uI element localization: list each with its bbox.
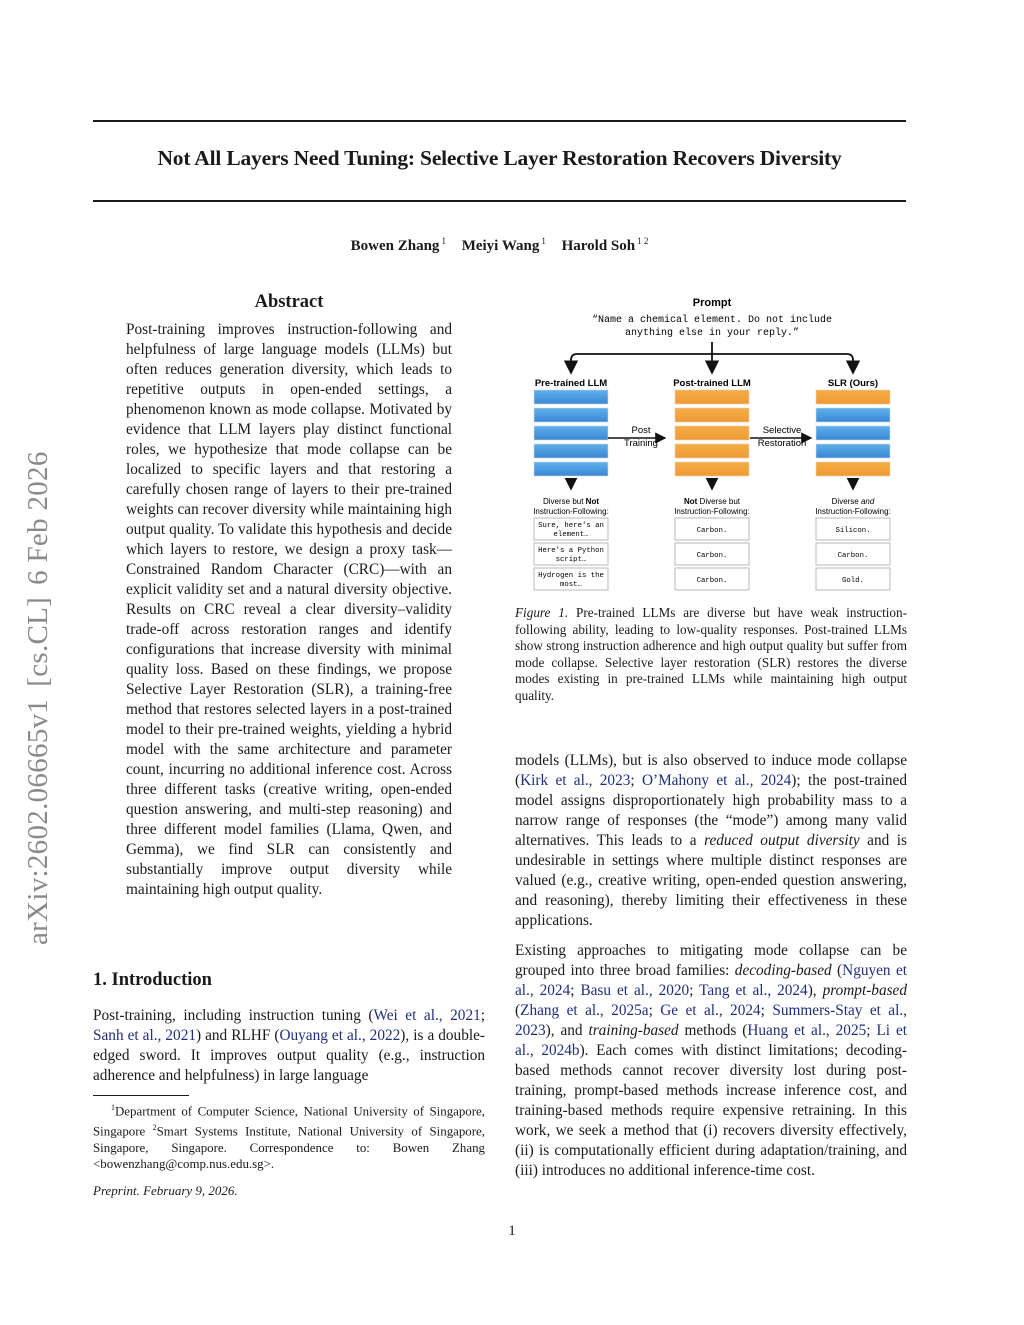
pretrained-layer — [816, 408, 890, 422]
citation-link[interactable]: O’Mahony et al., 2024 — [641, 772, 792, 789]
pretrained-layer — [816, 426, 890, 440]
model-label: SLR (Ours) — [827, 378, 879, 389]
model-verdict: Instruction-Following: — [533, 507, 609, 516]
response-text: element… — [553, 531, 589, 539]
abstract-text: Post-training improves instruction-following and helpfulness of large language models (LLMs) but often reduces generation diversity, which leads to repetitive outputs in open-ended settings, a phenomenon known as mode collapse. Motivated by evidence that LLM layers play distinct functional roles, we hypothesize that mode collapse can be localized to specific layers and that restoring a carefully chosen range of layers to their pre-trained weights can recover diversity while maintaining high output quality. To validate this hypothesis and decide which layers to restore, we design a proxy task—Constrained Random Character (CRC)—with an explicit validity set and a natural diversity objective. Results on CRC reveal a clear diversity–validity trade-off across restoration ranges and identify configurations that increase diversity with minimal quality loss. Based on these findings, we propose Selective Layer Restoration (SLR), a training-free method that restores selected layers in a post-trained model to their pre-trained weights, yielding a hybrid model with the same architecture and parameter count, incurring no additional inference cost. Across three different tasks (creative writing, open-ended question answering, and multi-step reasoning) and three different model families (Llama, Qwen, and Gemma), we find SLR can consistently and substantially improve output diversity while maintaining high output quality. — [126, 321, 452, 898]
citation-link[interactable]: Huang et al., 2025 — [747, 1022, 867, 1039]
intro-paragraph: Post-training, including instruction tuning (Wei et al., 2021; Sanh et al., 2021) and RLHF (Ouyang et al., 2022), is a double-edged sword. It improves output quality (e.g., instruction adherence and helpfulness) in large language — [93, 1007, 485, 1084]
citation-link[interactable]: Basu et al., 2020 — [580, 982, 690, 999]
posttrained-layer — [675, 408, 749, 422]
response-text: Carbon. — [696, 552, 728, 560]
title-bottom-rule — [93, 200, 906, 202]
model-verdict: Diverse but Not — [542, 497, 600, 506]
author-list — [93, 236, 906, 255]
footnote-rule — [93, 1095, 189, 1096]
prompt-label: Prompt — [692, 297, 732, 309]
posttrained-layer — [675, 390, 749, 404]
arrow-label: Restoration — [757, 438, 807, 449]
posttrained-layer — [816, 462, 890, 476]
model-verdict: Instruction-Following: — [674, 507, 750, 516]
preprint-note: Preprint. February 9, 2026. — [93, 1183, 238, 1198]
page-number: 1 — [508, 1223, 516, 1239]
author: Meiyi Wang $^1$ — [461, 236, 546, 254]
model-column — [533, 378, 609, 590]
response-text: most… — [560, 581, 582, 589]
prompt-text-line2: anything else in your reply.” — [624, 328, 800, 339]
model-verdict: Instruction-Following: — [815, 507, 891, 516]
pretrained-layer — [534, 462, 608, 476]
posttrained-layer — [675, 426, 749, 440]
figure-1-caption: Figure 1. Pre-trained LLMs are diverse but have weak instruction-following ability, leading to low-quality responses. Post-trained LLMs show strong instruction adherence and high output quality but suffer from mode collapse. Selective layer restoration (SLR) restores the diverse modes existing in pre-trained LLMs while maintaining high output quality. — [515, 605, 907, 703]
figure-1-diagram — [515, 290, 907, 600]
posttrained-layer — [675, 444, 749, 458]
arrow-label: Selective — [762, 425, 802, 436]
citation-link[interactable]: Sanh et al., 2021 — [93, 1027, 196, 1044]
prompt-text-line1: “Name a chemical element. Do not include — [591, 315, 833, 326]
figure-1 — [515, 290, 907, 600]
model-column — [673, 378, 751, 590]
response-text: Carbon. — [696, 527, 728, 535]
model-column — [815, 378, 891, 590]
title-top-rule — [93, 120, 906, 122]
response-text: Sure, here's an — [538, 522, 604, 530]
intro-paragraph: Existing approaches to mitigating mode collapse can be grouped into three broad families: decoding-based (Nguyen et al., 2024; Basu et al., 2020; Tang et al., 2024), prompt-based (Zhang et al., 2025a; Ge et al., 2024; Summers-Stay et al., 2023), and training-based methods (Huang et al., 2025; Li et al., 2024b). Each comes with distinct limitations; decoding-based methods cannot recover diversity lost during post-training, prompt-based methods increase inference cost, and training-based methods require expensive retraining. In this work, we seek a method that (i) recovers diversity effectively, (ii) is computationally efficient during adaptation/training, and (iii) introduces no additional inference-time cost. — [515, 942, 907, 1179]
model-label: Pre-trained LLM — [534, 378, 608, 389]
abstract-heading: Abstract — [254, 292, 324, 312]
arxiv-category: [cs.CL] — [22, 596, 54, 687]
arrow-label: Post — [631, 425, 651, 436]
section-heading-introduction: 1. Introduction — [93, 970, 212, 990]
posttrained-layer — [816, 390, 890, 404]
citation-link[interactable]: Kirk et al., 2023 — [520, 772, 631, 789]
author: Harold Soh $^{1 2}$ — [561, 236, 649, 254]
author: Bowen Zhang $^1$ — [350, 236, 446, 254]
citation-link[interactable]: Zhang et al., 2025a — [520, 1002, 649, 1019]
pretrained-layer — [534, 426, 608, 440]
pretrained-layer — [534, 390, 608, 404]
citation-link[interactable]: Wei et al., 2021 — [373, 1007, 481, 1024]
response-text: Gold. — [842, 577, 864, 585]
response-text: Here's a Python — [538, 547, 604, 555]
affiliation-footnote: $^1$Department of Computer Science, National University of Singapore, Singapore $^2$Smart Systems Institute, National University of Singapore, Singapore, Singapore. Correspondence to: Bowen Zhang <bowenzhang@comp.nus.edu.sg>. — [93, 1103, 485, 1172]
citation-link[interactable]: Nguyen et al., 2024 — [515, 962, 907, 999]
response-text: script… — [555, 556, 587, 564]
pretrained-layer — [534, 444, 608, 458]
posttrained-layer — [675, 462, 749, 476]
citation-link[interactable]: Tang et al., 2024 — [699, 982, 808, 999]
arxiv-stamp — [22, 439, 55, 945]
response-text: Carbon. — [837, 552, 869, 560]
arxiv-id: arXiv:2602.06665v1 — [22, 698, 54, 945]
intro-paragraph: models (LLMs), but is also observed to induce mode collapse (Kirk et al., 2023; O’Mahony et al., 2024); the post-trained model assigns disproportionately high probability mass to a narrow range of responses (the “mode”) among many valid alternatives. This leads to a reduced output diversity and is undesirable in settings where multiple distinct responses are valued (e.g., creative writing, open-ended question answering, and reasoning), thereby limiting their effectiveness in these applications. — [515, 752, 907, 929]
model-verdict: Not Diverse but — [683, 497, 741, 506]
pretrained-layer — [816, 444, 890, 458]
citation-link[interactable]: Summers-Stay et al., 2023 — [515, 1002, 907, 1039]
response-text: Hydrogen is the — [538, 572, 604, 580]
model-label: Post-trained LLM — [673, 378, 751, 389]
pretrained-layer — [534, 408, 608, 422]
citation-link[interactable]: Li et al., 2024b — [515, 1022, 907, 1059]
model-verdict: Diverse and — [831, 497, 875, 506]
arrow-label: Training — [624, 438, 658, 449]
paper-title: Not All Layers Need Tuning: Selective Layer Restoration Recovers Diversity — [157, 146, 842, 170]
response-text: Silicon. — [835, 527, 871, 535]
response-text: Carbon. — [696, 577, 728, 585]
citation-link[interactable]: Ge et al., 2024 — [660, 1002, 761, 1019]
citation-link[interactable]: Ouyang et al., 2022 — [279, 1027, 401, 1044]
arxiv-date: 6 Feb 2026 — [22, 451, 54, 585]
